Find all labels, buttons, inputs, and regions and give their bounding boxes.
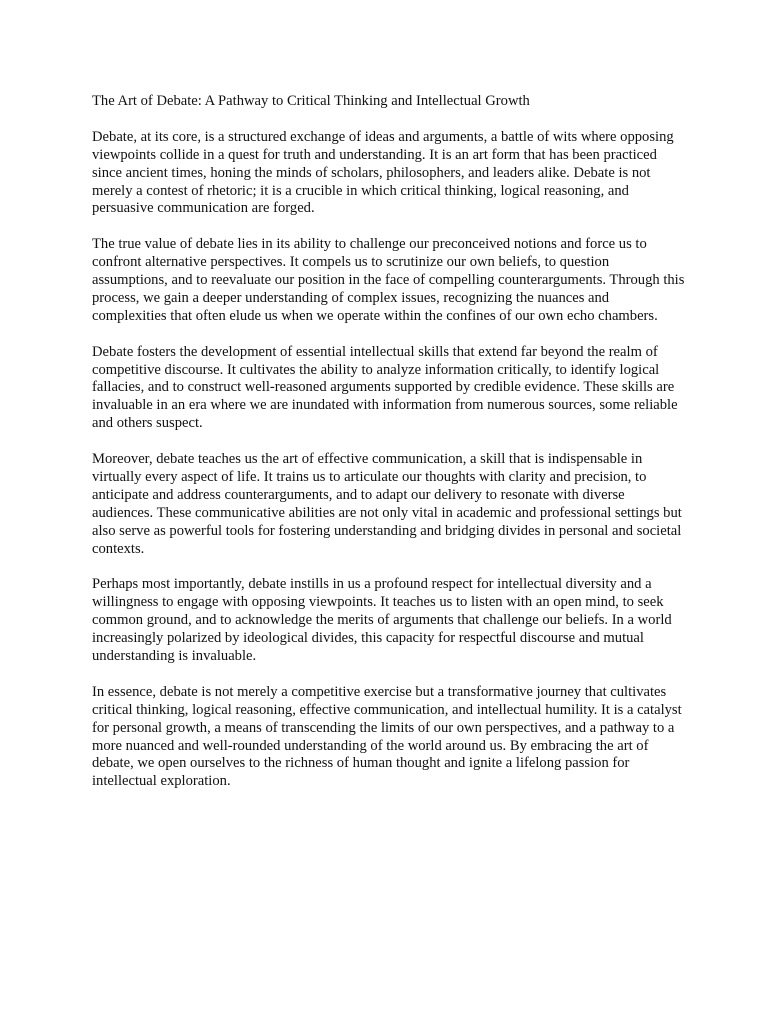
paragraph-1: Debate, at its core, is a structured exchange of ideas and arguments, a battle of wits where opposing viewpoints collide in a quest for truth and understanding. It is an art form that has been practiced since ancient times, honing the minds of scholars, philosophers, and leaders alike. Debate is not merely a contest of rhetoric; it is a crucible in which critical thinking, logical reasoning, and persuasive communication are forged.	[92, 128, 674, 217]
paragraph-6: In essence, debate is not merely a competitive exercise but a transformative journey that cultivates critical thinking, logical reasoning, effective communication, and intellectual humility. It is a catalyst for personal growth, a means of transcending the limits of our own perspectives, and a pathway to a more nuanced and well-rounded understanding of the world around us. By embracing the art of debate, we open ourselves to the richness of human thought and ignite a lifelong passion for intellectual exploration.	[92, 683, 682, 790]
paragraph-2: The true value of debate lies in its ability to challenge our preconceived notions and force us to confront alternative perspectives. It compels us to scrutinize our own beliefs, to question assumptions, and to reevaluate our position in the face of compelling counterarguments. Through this process, we gain a deeper understanding of complex issues, recognizing the nuances and complexities that often elude us when we operate within the confines of our own echo chambers.	[92, 236, 685, 324]
document-title: The Art of Debate: A Pathway to Critical Thinking and Intellectual Growth	[92, 93, 530, 109]
paragraph-4: Moreover, debate teaches us the art of effective communication, a skill that is indispensable in virtually every aspect of life. It trains us to articulate our thoughts with clarity and precision, to anticipate and address counterarguments, and to adapt our delivery to resonate with diverse audiences. These communicative abilities are not only vital in academic and professional settings but also serve as powerful tools for fostering understanding and bridging divides in personal and societal contexts.	[92, 451, 682, 557]
paragraph-5: Perhaps most importantly, debate instills in us a profound respect for intellectual diversity and a willingness to engage with opposing viewpoints. It teaches us to listen with an open mind, to seek common ground, and to acknowledge the merits of arguments that challenge our beliefs. In a world increasingly polarized by ideological divides, this capacity for respectful discourse and mutual understanding is invaluable.	[92, 576, 672, 665]
paragraph-3: Debate fosters the development of essential intellectual skills that extend far beyond the realm of competitive discourse. It cultivates the ability to analyze information critically, to identify logical fallacies, and to construct well-reasoned arguments supported by credible evidence. These skills are invaluable in an era where we are inundated with information from numerous sources, some reliable and others suspect.	[92, 343, 678, 432]
document-body	[92, 93, 686, 809]
